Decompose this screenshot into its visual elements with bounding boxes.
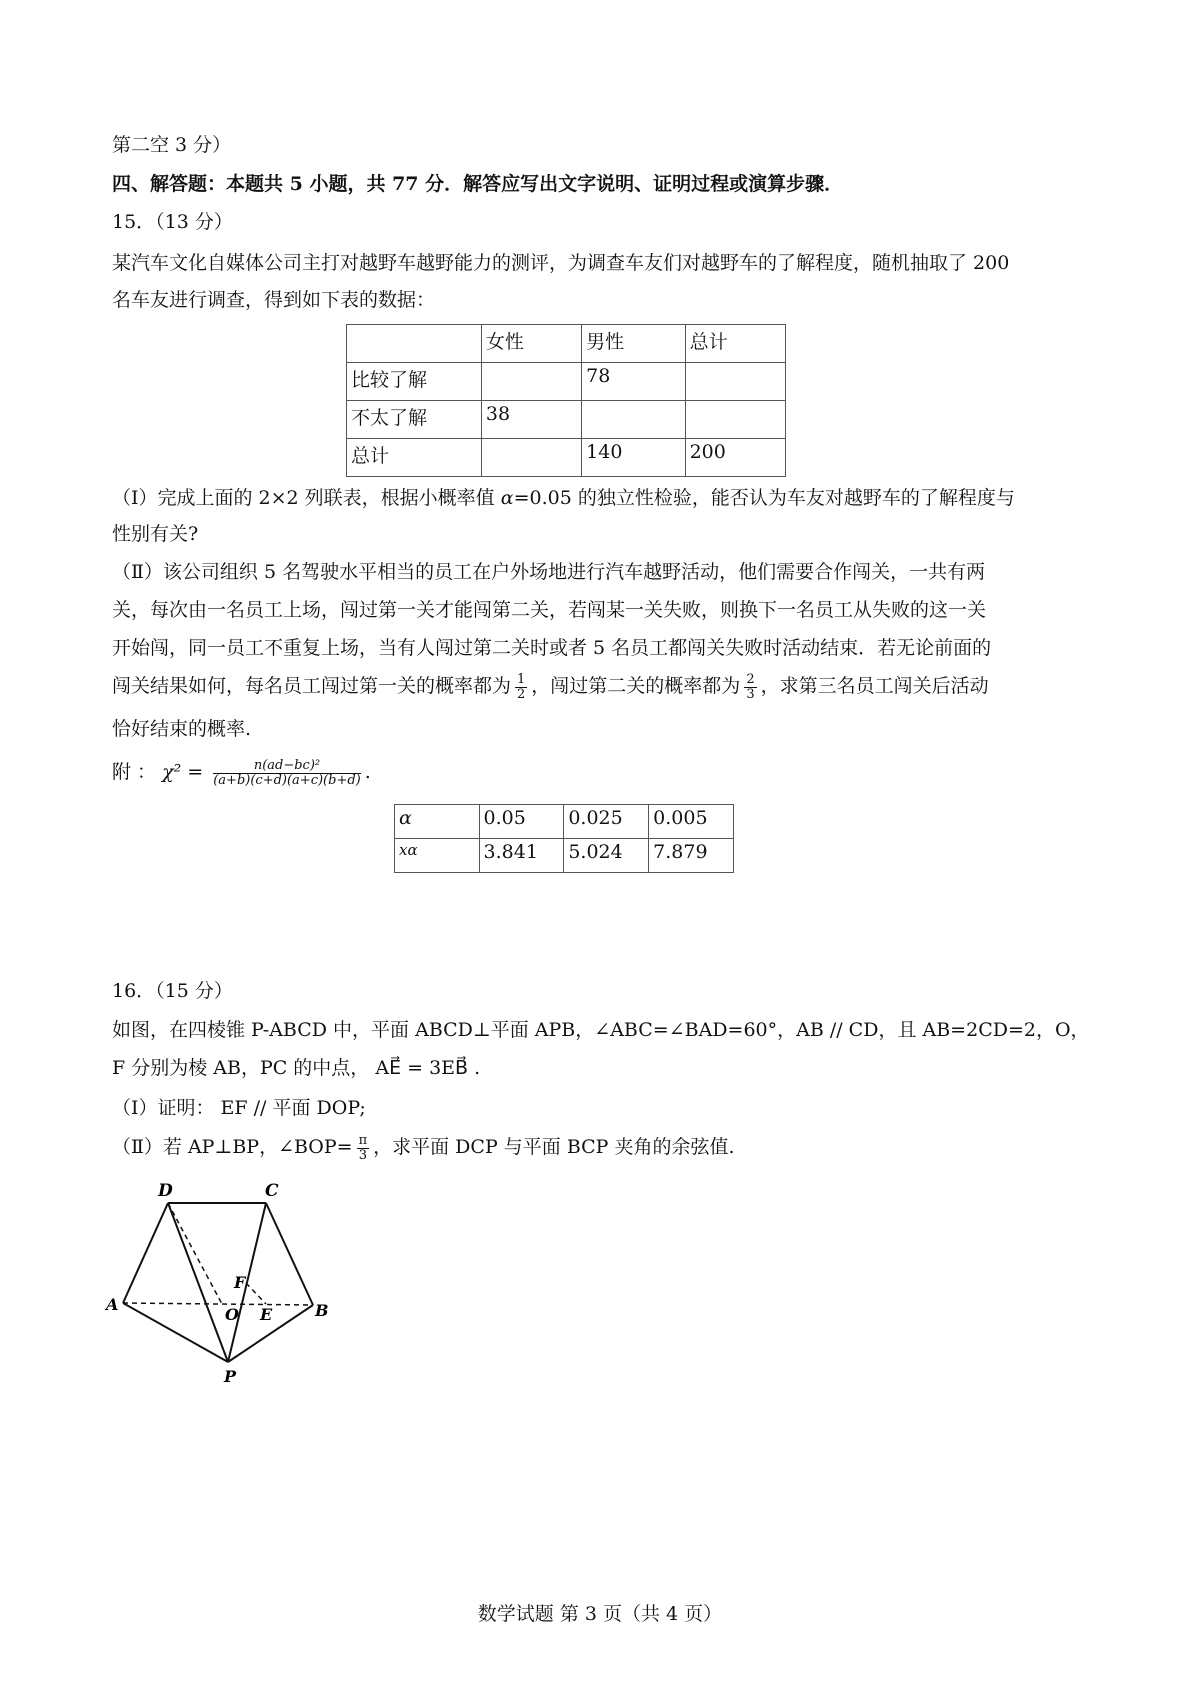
q15-part2-line3: 开始闯，同一员工不重复上场，当有人闯过第二关时或者 5 名员工都闯关失败时活动结束．若无论前面的: [112, 637, 992, 659]
table-cell: 女性: [481, 325, 581, 363]
table-cell: 7.879: [649, 839, 734, 873]
label-D: D: [158, 1181, 173, 1201]
q16-line2: F 分别为棱 AB，PC 的中点， AE⃗ = 3EB⃗ .: [112, 1057, 481, 1079]
q16-part2: （Ⅱ）若 AP⊥BP，∠BOP= $\frac{\pi}{3}$ ，求平面 DCP 与平面 BCP 夹角的余弦值.: [112, 1132, 735, 1163]
q15-part1-line1: （Ⅰ）完成上面的 2×2 列联表，根据小概率值 α=0.05 的独立性检验，能否认为车友对越野车的了解程度与: [112, 487, 1015, 509]
table-cell: 38: [481, 401, 581, 439]
q15-part2-line1: （Ⅱ）该公司组织 5 名驾驶水平相当的员工在户外场地进行汽车越野活动，他们需要合作闯关，一共有两: [112, 561, 986, 583]
fraction-pi-over-3: $\frac{\pi}{3}$: [358, 1132, 368, 1163]
section-title: 四、解答题：本题共 5 小题，共 77 分．解答应写出文字说明、证明过程或演算步骤．: [112, 173, 844, 195]
label-F: F: [234, 1273, 246, 1292]
table-cell: 0.05: [479, 805, 564, 839]
table-cell: 男性: [582, 325, 685, 363]
label-O: O: [225, 1305, 239, 1324]
q15-number: 15．（13 分）: [112, 211, 233, 233]
fraction-one-half: $\frac{1}{2}$: [517, 671, 526, 702]
q16-line1: 如图，在四棱锥 P-ABCD 中，平面 ABCD⊥平面 APB，∠ABC=∠BAD=60°，AB // CD，且 AB=2CD=2，O，: [112, 1019, 1090, 1041]
edge-DP: [168, 1203, 228, 1362]
table-cell: 140: [582, 439, 685, 477]
segment-FE-hidden: [246, 1283, 266, 1304]
table-cell: 0.005: [649, 805, 734, 839]
fraction-two-thirds: $\frac{2}{3}$: [746, 671, 755, 702]
table-cell: 3.841: [479, 839, 564, 873]
label-E: E: [260, 1305, 273, 1324]
header-continuation: 第二空 3 分）: [112, 134, 232, 156]
edge-AB-hidden: [123, 1303, 313, 1305]
segment-DO-hidden: [168, 1203, 222, 1304]
q15-part1-line2: 性别有关?: [112, 523, 199, 545]
q15-part2-line5: 恰好结束的概率.: [112, 718, 252, 740]
label-B: B: [315, 1301, 329, 1320]
q15-intro-line1: 某汽车文化自媒体公司主打对越野车越野能力的测评，为调查车友们对越野车的了解程度，随机抽取了 200: [112, 252, 1010, 274]
q15-part2-line4: 闯关结果如何，每名员工闯过第一关的概率都为 $\frac{1}{2}$ ，闯过第二关的概率都为 $\frac{2}{3}$ ，求第三名员工闯关后活动: [112, 671, 989, 702]
table-cell: 总计: [685, 325, 785, 363]
chi-square-fraction: $\frac{\text{n(ad−bc)²}}{(a+b)(c+d)(a+c)(b+d)}$: [213, 757, 361, 788]
table-cell: 200: [685, 439, 785, 477]
edge-DA: [123, 1203, 168, 1303]
table-cell: 不太了解: [347, 401, 482, 439]
label-A: A: [106, 1295, 119, 1314]
table-cell: α: [395, 805, 480, 839]
page-footer: 数学试题 第 3 页（共 4 页）: [477, 1603, 723, 1625]
q16-number: 16．（15 分）: [112, 980, 233, 1002]
table-cell: xα: [395, 839, 480, 873]
label-C: C: [265, 1181, 279, 1201]
table-cell: 0.025: [564, 805, 649, 839]
table-cell: 比较了解: [347, 363, 482, 401]
q15-part2-line2: 关，每次由一名员工上场，闯过第一关才能闯第二关，若闯某一关失败，则换下一名员工从失败的这一关: [112, 599, 987, 621]
edge-CB: [266, 1203, 313, 1305]
chi-square-formula: 附 ： χ² = $\frac{\text{n(ad−bc)²}}{(a+b)(c+d)(a+c)(b+d)}$ .: [112, 757, 371, 788]
edge-AP: [123, 1303, 228, 1362]
q16-part1: （Ⅰ）证明： EF // 平面 DOP;: [112, 1097, 366, 1119]
table-cell: 5.024: [564, 839, 649, 873]
table-cell: 78: [582, 363, 685, 401]
table-cell: 总计: [347, 439, 482, 477]
label-P: P: [224, 1367, 237, 1386]
q15-intro-line2: 名车友进行调查，得到如下表的数据：: [112, 289, 436, 311]
